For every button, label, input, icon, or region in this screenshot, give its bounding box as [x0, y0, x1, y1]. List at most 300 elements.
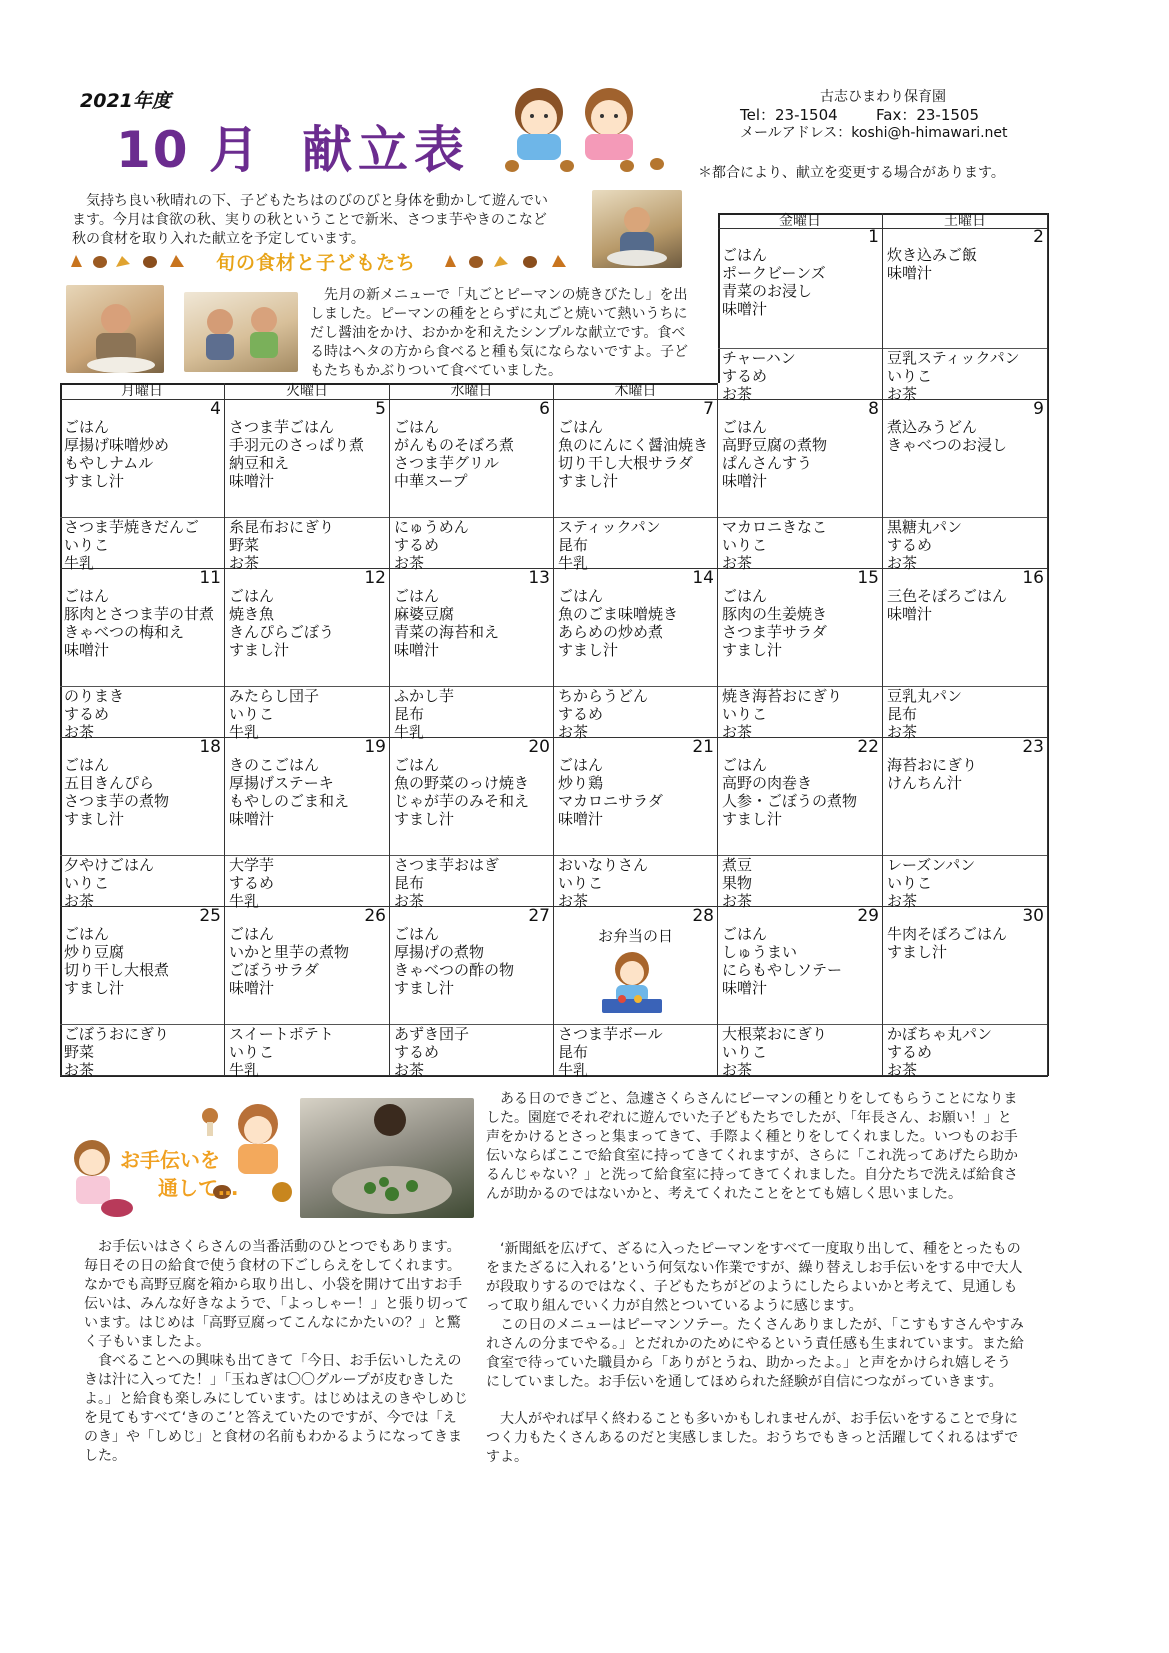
- day-cell: [554, 568, 718, 741]
- snack-menu: [229, 856, 274, 910]
- menu-item: かぼちゃ丸パン: [887, 1025, 993, 1043]
- day-number: 1: [868, 227, 879, 247]
- menu-item: 牛乳: [229, 1061, 260, 1079]
- page-title: 献立表: [302, 121, 470, 179]
- menu-item: レーズンパン: [887, 856, 976, 874]
- day-cell: [883, 906, 1048, 1079]
- day-number: 11: [199, 568, 221, 588]
- washing-peppers-photo: [300, 1098, 474, 1218]
- lunch-menu: [887, 756, 977, 792]
- help-heading-line1: お手伝いを: [120, 1148, 220, 1172]
- weekday-header: 土曜日: [883, 213, 1048, 229]
- snack-menu: [722, 856, 752, 910]
- snack-menu: [887, 518, 962, 572]
- menu-item: 味噌汁: [722, 300, 768, 318]
- menu-item: お茶: [64, 723, 95, 741]
- menu-item: 牛乳: [229, 723, 260, 741]
- menu-item: お茶: [229, 554, 260, 572]
- menu-item: ごはん: [394, 418, 440, 436]
- menu-item: きゃべつのお浸し: [887, 436, 1008, 454]
- menu-item: お茶: [558, 723, 589, 741]
- tel: Tel：23-1504: [740, 106, 838, 124]
- menu-item: にゅうめん: [394, 518, 469, 536]
- menu-item: ふかし芋: [394, 687, 455, 705]
- menu-item: 昆布: [558, 536, 589, 554]
- day-number: 25: [199, 906, 221, 926]
- child-photo-3: [184, 292, 298, 372]
- day-cell: [718, 399, 883, 572]
- day-cell: [390, 399, 554, 572]
- intro-text: 気持ち良い秋晴れの下、子どもたちはのびのびと身体を動かして遊んでいます。今月は食欲の秋、実りの秋ということで新米、さつま芋やきのこなど秋の食材を取り入れた献立を予定しています。: [72, 193, 548, 247]
- menu-item: ごぼうおにぎり: [64, 1025, 170, 1043]
- lunch-menu: [64, 925, 169, 997]
- day-cell: [718, 568, 883, 741]
- menu-item: お茶: [558, 892, 589, 910]
- menu-item: 果物: [722, 874, 753, 892]
- lunch-menu: [64, 756, 169, 828]
- menu-item: 三色そぼろごはん: [887, 587, 1008, 605]
- lunch-menu: [722, 756, 857, 828]
- menu-item: すまし汁: [722, 810, 783, 828]
- menu-item: のりまき: [64, 687, 125, 705]
- menu-item: 昆布: [394, 705, 425, 723]
- menu-item: いりこ: [722, 705, 768, 723]
- snack-menu: [558, 687, 648, 741]
- menu-item: ごはん: [394, 925, 440, 943]
- kids-illustration: [497, 82, 677, 174]
- menu-item: きゃべつの梅和え: [64, 623, 185, 641]
- snack-menu: [722, 1025, 827, 1079]
- menu-item: さつま芋ごはん: [229, 418, 335, 436]
- day-cell: [225, 737, 390, 910]
- menu-item: いりこ: [887, 367, 933, 385]
- menu-item: 大学芋: [229, 856, 275, 874]
- day-cell: [390, 906, 554, 1079]
- menu-item: ごぼうサラダ: [229, 961, 319, 979]
- menu-item: スティックパン: [558, 518, 661, 536]
- weekday-header: 木曜日: [554, 383, 718, 400]
- menu-item: 野菜: [229, 536, 260, 554]
- menu-item: 炒り豆腐: [64, 943, 125, 961]
- day-number: 6: [539, 399, 550, 419]
- snack-menu: [722, 687, 842, 741]
- day-number: 23: [1022, 737, 1044, 757]
- menu-item: 豚肉とさつま芋の甘煮: [64, 605, 215, 623]
- menu-item: 焼き海苔おにぎり: [722, 687, 843, 705]
- snack-menu: [394, 1025, 469, 1079]
- menu-item: するめ: [229, 874, 275, 892]
- menu-item: 豆乳スティックパン: [887, 349, 1020, 367]
- lunch-menu: [887, 925, 1007, 961]
- day-number: 28: [692, 906, 714, 926]
- day-cell: [60, 906, 225, 1079]
- menu-item: お茶: [722, 892, 753, 910]
- menu-item: スイートポテト: [229, 1025, 334, 1043]
- menu-item: 中華スープ: [394, 472, 468, 490]
- menu-item: すまし汁: [64, 810, 125, 828]
- day-cell: [718, 737, 883, 910]
- menu-item: ごはん: [722, 246, 768, 264]
- day-number: 20: [528, 737, 550, 757]
- fiscal-year: 2021年度: [80, 90, 171, 112]
- menu-item: いりこ: [229, 1043, 275, 1061]
- menu-item: 牛乳: [558, 1061, 589, 1079]
- menu-item: いりこ: [722, 536, 768, 554]
- menu-item: ちからうどん: [558, 687, 649, 705]
- lunch-menu: [229, 925, 349, 997]
- menu-item: お茶: [394, 892, 425, 910]
- menu-item: さつま芋サラダ: [722, 623, 827, 641]
- lunch-menu: [887, 246, 977, 282]
- menu-item: ぱんさんすう: [722, 454, 813, 472]
- help-col2-p3: この日のメニューはピーマンソテー。たくさんありましたが、「こすもすさんやすみれさんの分までやる。」とだれかのためにやるという責任感も生まれています。また給食室で待っていた職員から「ありがとうね、助かったよ。」と声をかけられ嬉しそうにしていました。お手伝いを通してほめられた経験が自信につながっていきます。: [486, 1317, 1024, 1390]
- menu-item: 牛乳: [64, 554, 95, 572]
- snack-menu: [229, 687, 319, 741]
- menu-item: 味噌汁: [558, 810, 604, 828]
- menu-item: あずき団子: [394, 1025, 470, 1043]
- help-heading-line2: 通して…: [158, 1176, 238, 1200]
- day-cell: [390, 568, 554, 741]
- lunch-menu: [394, 925, 514, 997]
- lunch-menu: [887, 587, 1007, 623]
- menu-item: お茶: [722, 1061, 753, 1079]
- menu-item: 手羽元のさっぱり煮: [229, 436, 365, 454]
- menu-item: するめ: [394, 1043, 440, 1061]
- menu-item: にらもやしソテー: [722, 961, 843, 979]
- day-number: 30: [1022, 906, 1044, 926]
- fax: Fax：23-1505: [876, 106, 979, 124]
- weekday-header: 火曜日: [225, 383, 390, 400]
- menu-item: 人参・ごぼうの煮物: [722, 792, 858, 810]
- menu-item: きゃべつの酢の物: [394, 961, 515, 979]
- bento-child-illustration: [592, 947, 672, 1017]
- day-number: 27: [528, 906, 550, 926]
- snack-menu: [394, 856, 499, 910]
- lunch-menu: [394, 418, 514, 490]
- day-cell: [554, 399, 718, 572]
- menu-item: するめ: [394, 536, 440, 554]
- child-photo-1: [592, 190, 682, 268]
- menu-item: すまし汁: [64, 472, 125, 490]
- day-number: 18: [199, 737, 221, 757]
- menu-item: すまし汁: [722, 641, 783, 659]
- day-cell: [60, 568, 225, 741]
- menu-item: 切り干し大根煮: [64, 961, 170, 979]
- snack-menu: [558, 1025, 663, 1079]
- menu-item: ごはん: [64, 925, 110, 943]
- day-cell: [883, 737, 1048, 910]
- snack-menu: [558, 518, 661, 572]
- menu-item: お茶: [887, 554, 918, 572]
- menu-item: ごはん: [558, 587, 604, 605]
- lunch-menu: [558, 756, 663, 828]
- menu-item: ごはん: [394, 756, 440, 774]
- day-cell: [554, 906, 718, 1079]
- menu-item: すまし汁: [394, 810, 455, 828]
- menu-item: お茶: [887, 1061, 918, 1079]
- day-number: 19: [364, 737, 386, 757]
- menu-item: さつま芋の煮物: [64, 792, 170, 810]
- menu-item: 炊き込みご飯: [887, 246, 978, 264]
- menu-item: 厚揚げ味噌炒め: [64, 436, 170, 454]
- change-note: ＊都合により、献立を変更する場合があります。: [698, 165, 1005, 181]
- menu-item: お茶: [722, 385, 753, 403]
- menu-item: するめ: [558, 705, 604, 723]
- menu-item: 魚の野菜のっけ焼き: [394, 774, 529, 792]
- lunch-menu: [229, 587, 334, 659]
- menu-item: けんちん汁: [887, 774, 963, 792]
- menu-item: 海苔おにぎり: [887, 756, 978, 774]
- menu-item: 野菜: [64, 1043, 95, 1061]
- lunch-menu: [722, 246, 826, 318]
- menu-item: 味噌汁: [887, 605, 933, 623]
- help-col1-p2: 食べることへの興味も出てきて「今日、お手伝いしたえのきは汁に入ってた！」「玉ねぎは〇〇グループが皮むきしたよ。」と給食も楽しみにしています。はじめはえのきやしめじを見てもすべて‘きのこ’と答えていたのですが、今では「えのき」や「しめじ」と食材の名前もわかるようになってきました。: [84, 1353, 468, 1464]
- menu-item: 味噌汁: [887, 264, 933, 282]
- lunch-menu: [722, 587, 827, 659]
- menu-item: ごはん: [394, 587, 440, 605]
- help-col2-p4: 大人がやれば早く終わることも多いかもしれませんが、お手伝いをすることで身につく力もたくさんあるのだと実感しました。おうちでもきっと活躍してくれるはずですよ。: [486, 1411, 1019, 1465]
- day-cell: [883, 227, 1048, 403]
- menu-item: 昆布: [558, 1043, 589, 1061]
- menu-item: 厚揚げの煮物: [394, 943, 485, 961]
- menu-item: 味噌汁: [394, 641, 440, 659]
- menu-item: 高野豆腐の煮物: [722, 436, 828, 454]
- menu-item: 豚肉の生姜焼き: [722, 605, 828, 623]
- menu-item: 五目きんぴら: [64, 774, 155, 792]
- day-number: 12: [364, 568, 386, 588]
- day-cell: [883, 568, 1048, 741]
- menu-item: お茶: [64, 1061, 95, 1079]
- menu-item: 夕やけごはん: [64, 856, 155, 874]
- bento-day-label: お弁当の日: [597, 927, 673, 945]
- day-cell: [60, 399, 225, 572]
- snack-menu: [229, 1025, 334, 1079]
- autumn-leaves-left-icon: [66, 252, 196, 272]
- menu-item: いりこ: [558, 874, 604, 892]
- menu-item: お茶: [394, 554, 425, 572]
- menu-item: もやしのごま和え: [229, 792, 350, 810]
- menu-item: もやしナムル: [64, 454, 154, 472]
- lunch-menu: [722, 925, 842, 997]
- menu-item: 青菜のお浸し: [722, 282, 813, 300]
- day-number: 4: [210, 399, 221, 419]
- menu-item: 黒糖丸パン: [887, 518, 963, 536]
- lunch-menu: [722, 418, 827, 490]
- snack-menu: [64, 1025, 169, 1079]
- menu-item: ごはん: [64, 418, 110, 436]
- menu-item: すまし汁: [558, 641, 619, 659]
- email: メールアドレス：koshi@h-himawari.net: [740, 125, 1008, 141]
- menu-item: ごはん: [722, 418, 768, 436]
- menu-item: しゅうまい: [722, 943, 798, 961]
- menu-item: すまし汁: [558, 472, 619, 490]
- menu-item: 味噌汁: [229, 810, 275, 828]
- menu-item: みたらし団子: [229, 687, 320, 705]
- menu-item: するめ: [722, 367, 768, 385]
- day-number: 15: [857, 568, 879, 588]
- autumn-leaves-right-icon: [440, 252, 580, 272]
- day-number: 2: [1033, 227, 1044, 247]
- weekday-header: 月曜日: [60, 383, 225, 400]
- weekday-header: 金曜日: [718, 213, 883, 229]
- lunch-menu: [887, 418, 1007, 454]
- weekday-header: 水曜日: [390, 383, 554, 400]
- month-title: 10 月: [116, 121, 261, 179]
- child-photo-2: [66, 285, 164, 373]
- menu-item: ポークビーンズ: [722, 264, 826, 282]
- menu-item: マカロニサラダ: [558, 792, 663, 810]
- menu-item: さつま芋ボール: [558, 1025, 663, 1043]
- lunch-menu: [558, 587, 678, 659]
- snack-menu: [229, 518, 334, 572]
- menu-item: 糸昆布おにぎり: [229, 518, 335, 536]
- menu-item: おいなりさん: [558, 856, 649, 874]
- day-number: 29: [857, 906, 879, 926]
- menu-item: 牛乳: [558, 554, 589, 572]
- snack-menu: [722, 518, 827, 572]
- menu-item: 味噌汁: [64, 641, 110, 659]
- menu-item: いりこ: [64, 536, 110, 554]
- menu-item: 煮込みうどん: [887, 418, 978, 436]
- menu-item: 切り干し大根サラダ: [558, 454, 693, 472]
- day-number: 9: [1033, 399, 1044, 419]
- menu-item: 牛乳: [229, 892, 260, 910]
- lunch-menu: [64, 418, 169, 490]
- menu-item: さつま芋おはぎ: [394, 856, 500, 874]
- menu-item: ごはん: [722, 587, 768, 605]
- menu-item: ごはん: [64, 756, 110, 774]
- snack-menu: [887, 856, 975, 910]
- menu-item: するめ: [887, 1043, 933, 1061]
- day-cell: [554, 737, 718, 910]
- snack-menu: [64, 518, 199, 572]
- day-cell: [390, 737, 554, 910]
- menu-item: きのこごはん: [229, 756, 320, 774]
- menu-item: 魚のごま味噌焼き: [558, 605, 679, 623]
- menu-item: お茶: [887, 892, 918, 910]
- day-number: 5: [375, 399, 386, 419]
- snack-menu: [887, 1025, 992, 1079]
- seasonal-heading: 旬の食材と子どもたち: [216, 252, 417, 274]
- menu-item: マカロニきなこ: [722, 518, 828, 536]
- menu-item: 昆布: [887, 705, 918, 723]
- day-cell: [718, 906, 883, 1079]
- menu-item: 麻婆豆腐: [394, 605, 455, 623]
- day-cell: [718, 227, 883, 403]
- lunch-menu: [394, 756, 529, 828]
- menu-item: お茶: [394, 1061, 425, 1079]
- menu-item: 大根菜おにぎり: [722, 1025, 828, 1043]
- lunch-menu: [64, 587, 214, 659]
- menu-item: いりこ: [64, 874, 110, 892]
- menu-item: 焼き魚: [229, 605, 275, 623]
- menu-item: 魚のにんにく醤油焼き: [558, 436, 709, 454]
- menu-item: きんぴらごぼう: [229, 623, 335, 641]
- seasonal-text: 先月の新メニューで「丸ごとピーマンの焼きびたし」を出しました。ピーマンの種をとらずに丸ごと焼いて熱いうちにだし醤油をかけ、おかかを和えたシンプルな献立です。食べる時はヘタの方から食べると種も気にならないですよ。子どもたちもかぶりついて食べていました。: [310, 287, 688, 379]
- lunch-menu: [558, 418, 708, 490]
- day-number: 8: [868, 399, 879, 419]
- menu-item: 豆乳丸パン: [887, 687, 963, 705]
- menu-item: 牛肉そぼろごはん: [887, 925, 1008, 943]
- lunch-menu: [394, 587, 499, 659]
- day-number: 26: [364, 906, 386, 926]
- menu-item: お茶: [64, 892, 95, 910]
- day-number: 7: [703, 399, 714, 419]
- lunch-menu: [229, 418, 364, 490]
- menu-item: いりこ: [887, 874, 933, 892]
- snack-menu: [887, 349, 1020, 403]
- menu-item: 青菜の海苔和え: [394, 623, 500, 641]
- day-number: 22: [857, 737, 879, 757]
- menu-item: ごはん: [229, 587, 275, 605]
- org-name: 古志ひまわり保育園: [820, 89, 946, 105]
- menu-item: いりこ: [229, 705, 275, 723]
- menu-item: すまし汁: [229, 641, 290, 659]
- menu-item: あらめの炒め煮: [558, 623, 664, 641]
- menu-item: するめ: [887, 536, 933, 554]
- help-col2-p1: ある日のできごと、急遽さくらさんにピーマンの種とりをしてもらうことになりました。園庭でそれぞれに遊んでいた子どもたちでしたが、「年長さん、お願い！」と声をかけるとさっと集まってきて、手際よく種とりをしてくれました。いつものお手伝いならばここで給食室に持ってきてくれますが、さらに「これ洗ってあげたら助かるんじゃない？」と洗って給食室に持ってきてくれました。自分たちで洗えば給食さんが助かるのではないかと、考えてくれたことをとても嬉しく思いました。: [486, 1091, 1018, 1202]
- menu-item: お茶: [722, 554, 753, 572]
- snack-menu: [64, 856, 154, 910]
- lunch-menu: [229, 756, 349, 828]
- menu-item: ごはん: [722, 925, 768, 943]
- menu-item: ごはん: [64, 587, 110, 605]
- menu-item: すまし汁: [887, 943, 948, 961]
- snack-menu: [722, 349, 796, 403]
- menu-item: チャーハン: [722, 349, 796, 367]
- menu-item: 味噌汁: [229, 472, 275, 490]
- day-number: 14: [692, 568, 714, 588]
- menu-item: 昆布: [394, 874, 425, 892]
- snack-menu: [887, 687, 962, 741]
- menu-item: 炒り鶏: [558, 774, 604, 792]
- snack-menu: [394, 687, 454, 741]
- menu-item: 牛乳: [394, 723, 425, 741]
- menu-item: 厚揚げステーキ: [229, 774, 334, 792]
- menu-item: ごはん: [722, 756, 768, 774]
- snack-menu: [558, 856, 648, 910]
- snack-menu: [394, 518, 469, 572]
- menu-item: さつま芋焼きだんご: [64, 518, 200, 536]
- menu-item: がんものそぼろ煮: [394, 436, 515, 454]
- menu-item: すまし汁: [64, 979, 125, 997]
- menu-item: 味噌汁: [229, 979, 275, 997]
- menu-item: お茶: [722, 723, 753, 741]
- menu-item: じゃが芋のみそ和え: [394, 792, 530, 810]
- day-number: 13: [528, 568, 550, 588]
- menu-item: いかと里芋の煮物: [229, 943, 350, 961]
- help-col2-p2: ‘新聞紙を広げて、ざるに入ったピーマンをすべて一度取り出して、種をとったものをまたざるに入れる’という何気ない作業ですが、繰り替えしお手伝いをする中で大人が段取りするのではなく、子どもたちがどのようにしたらよいかと考えて、見通しもって取り組んでいく力が自然とついているように感じます。: [486, 1241, 1023, 1314]
- day-cell: [883, 399, 1048, 572]
- day-cell: [225, 906, 390, 1079]
- day-cell: [60, 737, 225, 910]
- menu-item: 納豆和え: [229, 454, 290, 472]
- menu-item: するめ: [64, 705, 110, 723]
- day-number: 16: [1022, 568, 1044, 588]
- menu-item: ごはん: [229, 925, 275, 943]
- menu-item: いりこ: [722, 1043, 768, 1061]
- menu-item: 高野の肉巻き: [722, 774, 813, 792]
- day-number: 21: [692, 737, 714, 757]
- day-cell: [225, 568, 390, 741]
- help-col1-p1: お手伝いはさくらさんの当番活動のひとつでもあります。毎日その日の給食で使う食材の下ごしらえをしてくれます。なかでも高野豆腐を箱から取り出し、小袋を開けて出すお手伝いは、みんな好きなようで、「よっしゃー！」と張り切っています。はじめは「高野豆腐ってこんなにかたいの？」と驚く子もいましたよ。: [84, 1239, 469, 1350]
- menu-item: さつま芋グリル: [394, 454, 500, 472]
- day-cell: [225, 399, 390, 572]
- menu-item: ごはん: [558, 756, 604, 774]
- menu-item: 味噌汁: [722, 472, 768, 490]
- menu-item: ごはん: [558, 418, 604, 436]
- menu-item: お茶: [887, 385, 918, 403]
